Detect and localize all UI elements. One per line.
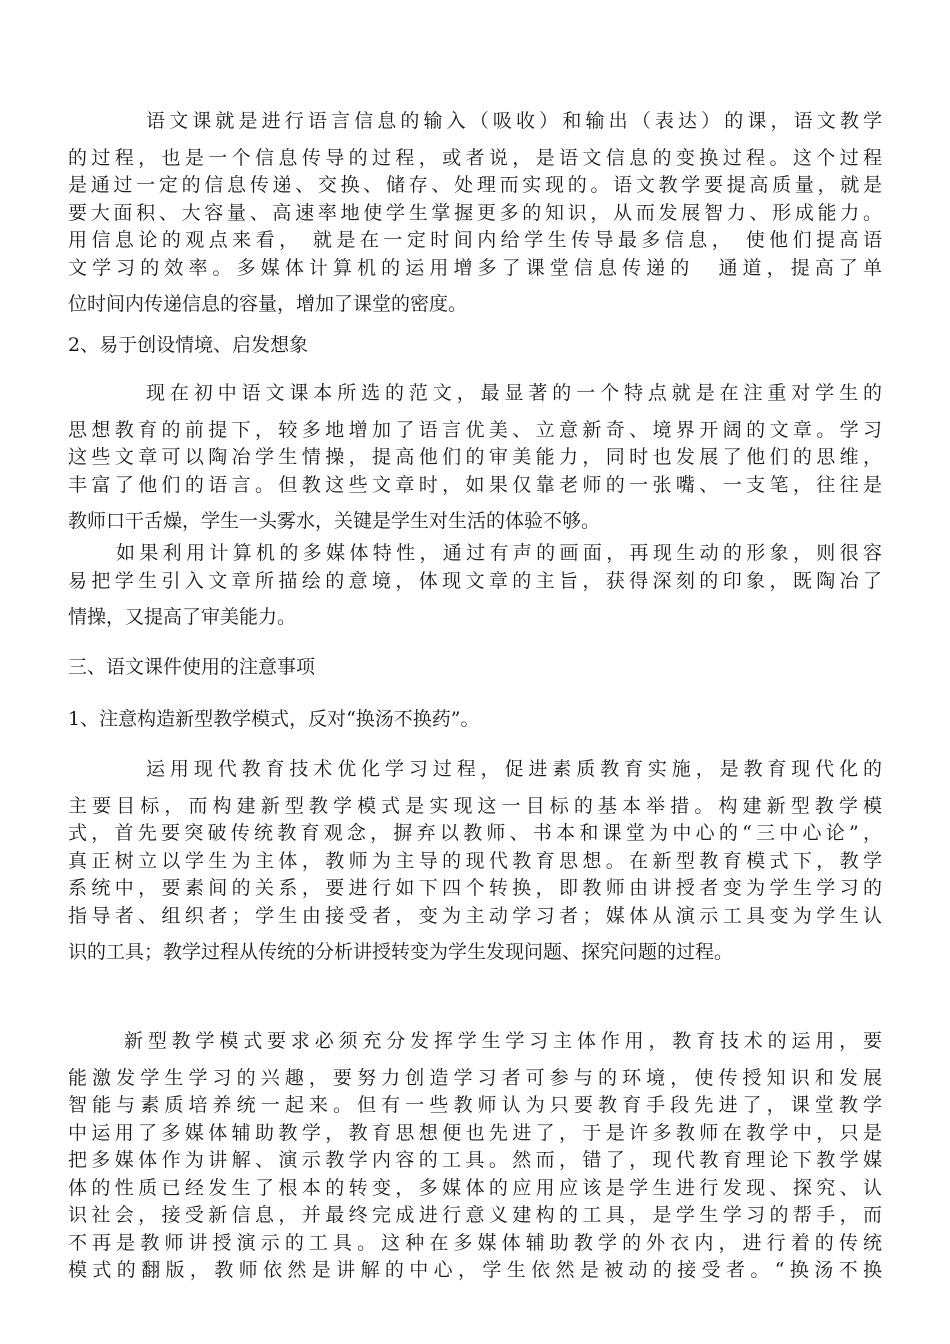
paragraph-new-model bbox=[68, 756, 882, 967]
text-line: 能激发学生学习的兴趣，要努力创造学习者可参与的环境，使传授知识和发展 bbox=[68, 1066, 882, 1089]
text-line: 主要目标，而构建新型教学模式是实现这一目标的基本举措。构建新型教学模 bbox=[68, 794, 882, 817]
text-line: 运用现代教育技术优化学习过程，促进素质教育实施，是教育现代化的 bbox=[146, 758, 882, 780]
text-line: 情操，又提高了审美能力。 bbox=[68, 606, 297, 628]
text-line: 智能与素质培养统一起来。但有一些教师认为只要教育手段先进了，课堂教学 bbox=[68, 1094, 882, 1116]
paragraph-body bbox=[68, 380, 882, 536]
text-line: 现在初中语文课本所选的范文，最显著的一个特点就是在注重对学生的 bbox=[146, 382, 882, 404]
text-line: 真正树立以学生为主体，教师为主导的现代教育思想。在新型教育模式下，教学 bbox=[68, 849, 882, 872]
text-line: 中运用了多媒体辅助教学，教育思想便也先进了，于是许多教师在教学中，只是 bbox=[68, 1121, 882, 1144]
text-line: 是通过一定的信息传递、交换、储存、处理而实现的。语文教学要提高质量，就是 bbox=[68, 174, 882, 196]
text-line: 丰富了他们的语言。但教这些文章时，如果仅靠老师的一张嘴、一支笔，往往是 bbox=[68, 473, 882, 496]
text-line: 指导者、组织者；学生由接受者，变为主动学习者；媒体从演示工具变为学生认 bbox=[68, 904, 882, 927]
text-line: 式，首先要突破传统教育观念，摒弃以教师、书本和课堂为中心的“三中心论”， bbox=[68, 822, 882, 844]
subsection-heading bbox=[68, 706, 882, 734]
paragraph-scenario bbox=[68, 380, 882, 536]
paragraph-information-theory bbox=[68, 108, 882, 319]
text-line: 用信息论的观点来看， 就是在一定时间内给学生传导最多信息， 使他们提高语 bbox=[68, 229, 882, 251]
text-line: 思想教育的前提下，较多地增加了语言优美、立意新奇、境界开阔的文章。学习 bbox=[68, 418, 882, 441]
text-line: 如果利用计算机的多媒体特性，通过有声的画面，再现生动的形象，则很容 bbox=[116, 542, 882, 564]
paragraph-teaching-mode bbox=[68, 1028, 882, 1285]
text-line: 识社会，接受新信息，并最终完成进行意义建构的工具，是学生学习的帮手，而 bbox=[68, 1204, 882, 1226]
section-heading bbox=[68, 654, 882, 682]
text-line: 易把学生引入文章所描绘的意境，体现文章的主旨，获得深刻的印象，既陶冶了 bbox=[68, 569, 882, 592]
text-line: 不再是教师讲授演示的工具。这种在多媒体辅助教学的外衣内，进行着的传统 bbox=[68, 1231, 882, 1254]
heading-text: 三、语文课件使用的注意事项 bbox=[68, 656, 316, 678]
paragraph-body bbox=[68, 108, 882, 319]
paragraph-body bbox=[68, 1028, 882, 1285]
text-line: 语文课就是进行语言信息的输入（吸收）和输出（表达）的课，语文教学 bbox=[146, 110, 882, 132]
heading-text: 2、易于创设情境、启发想象 bbox=[68, 334, 309, 356]
heading-text: 1、注意构造新型教学模式，反对“换汤不换药”。 bbox=[68, 708, 480, 730]
text-line: 的过程，也是一个信息传导的过程，或者说，是语文信息的变换过程。这个过程 bbox=[68, 146, 882, 169]
text-line: 体的性质已经发生了根本的转变，多媒体的应用应该是学生进行发现、探究、认 bbox=[68, 1176, 882, 1199]
text-line: 识的工具；教学过程从传统的分析讲授转变为学生发现问题、探究问题的过程。 bbox=[68, 941, 734, 963]
paragraph-multimedia bbox=[68, 540, 882, 632]
text-line: 模式的翻版，教师依然是讲解的中心，学生依然是被动的接受者。“换汤不换 bbox=[68, 1259, 882, 1281]
text-line: 系统中，要素间的关系，要进行如下四个转换，即教师由讲授者变为学生学习的 bbox=[68, 877, 882, 899]
text-line: 这些文章可以陶冶学生情操，提高他们的审美能力，同时也发展了他们的思维， bbox=[68, 446, 882, 468]
section-heading bbox=[68, 332, 882, 360]
paragraph-body bbox=[68, 756, 882, 967]
paragraph-body bbox=[68, 540, 882, 632]
text-line: 新型教学模式要求必须充分发挥学生学习主体作用，教育技术的运用，要 bbox=[124, 1030, 882, 1052]
text-line: 教师口干舌燥，学生一头雾水，关键是学生对生活的体验不够。 bbox=[68, 510, 601, 532]
text-line: 要大面积、大容量、高速率地使学生掌握更多的知识，从而发展智力、形成能力。 bbox=[68, 201, 882, 224]
text-line: 位时间内传递信息的容量，增加了课堂的密度。 bbox=[68, 293, 468, 315]
text-line: 把多媒体作为讲解、演示教学内容的工具。然而，错了，现代教育理论下教学媒 bbox=[68, 1149, 882, 1171]
text-line: 文学习的效率。多媒体计算机的运用增多了课堂信息传递的 通道，提高了单 bbox=[68, 256, 882, 279]
